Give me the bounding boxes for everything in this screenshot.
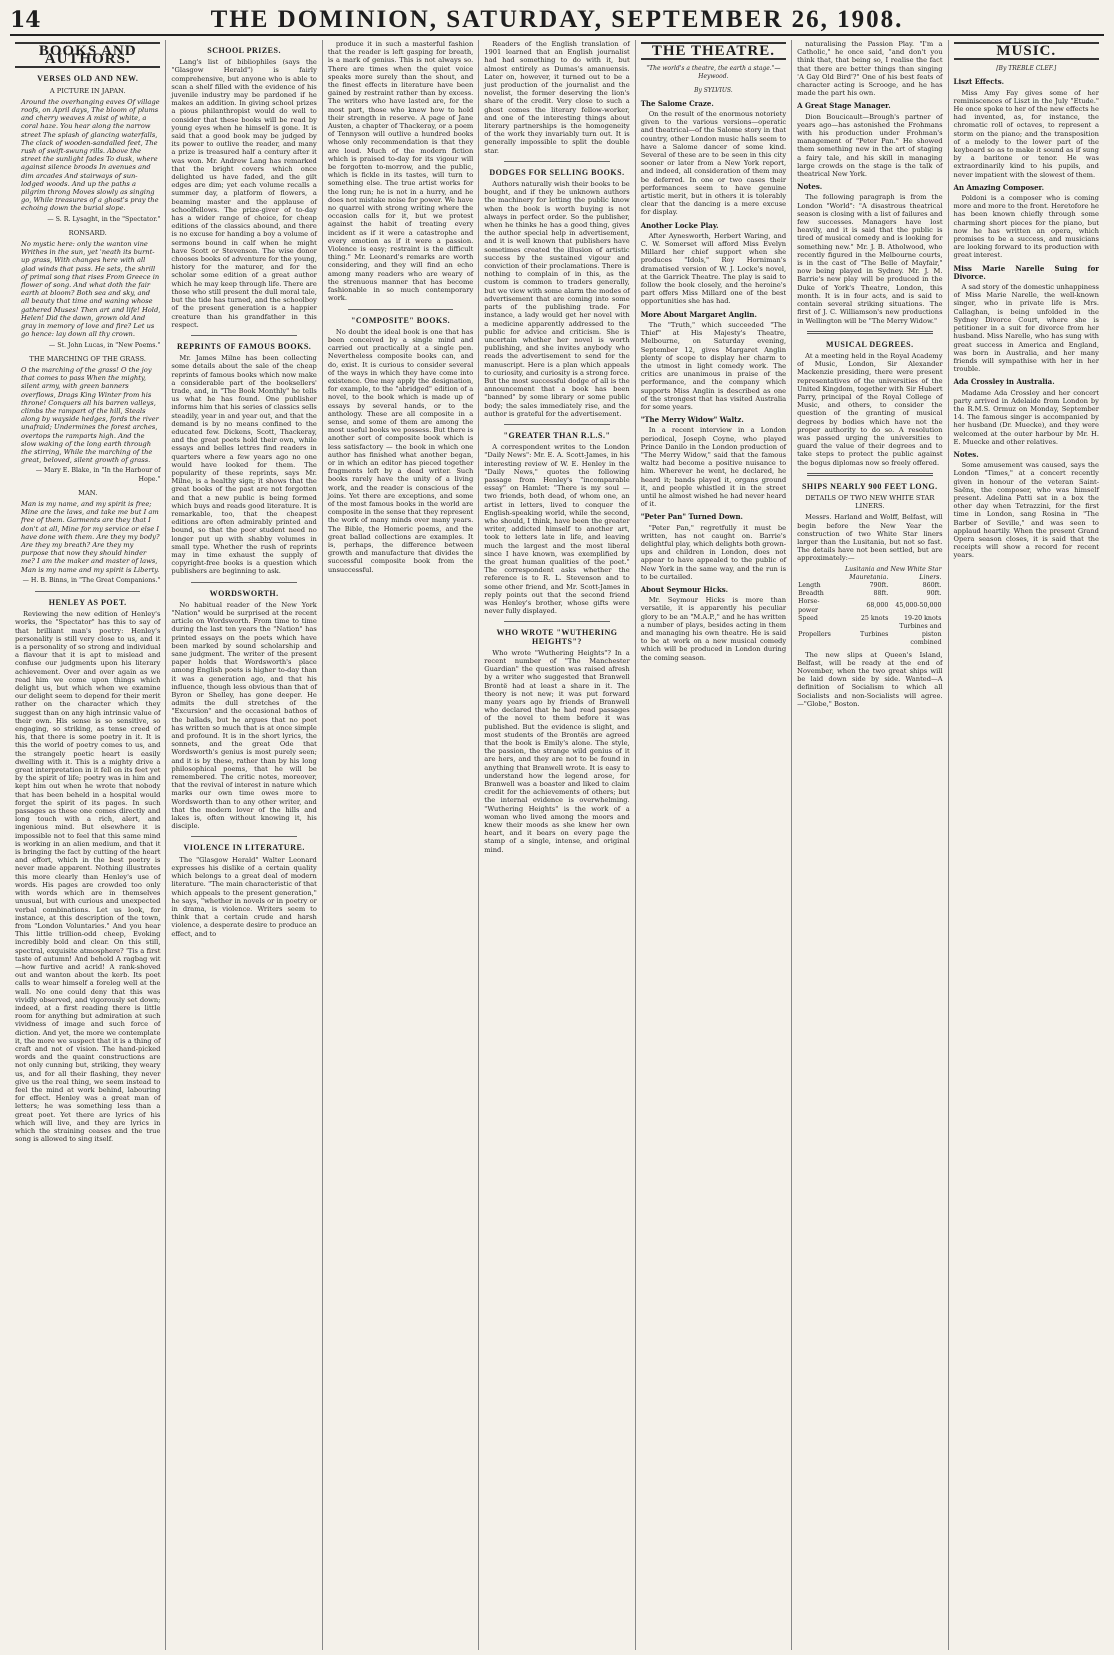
subhead-peter-pan: "Peter Pan" Turned Down.: [640, 512, 743, 522]
subhead-composer: An Amazing Composer.: [953, 182, 1045, 192]
body-seymour-hicks-cont: naturalising the Passion Play. "I'm a Catholic," he once said, "and don't you think that, that being so, I realise the fact that there are better things than singing 'A Gay Old Bird'?" One of his best feats of character acting is Scrooge, and he has made the part his own.: [797, 40, 943, 98]
body-ada-crossley: Madame Ada Crossley and her concert party arrived in Adelaide from London by the R.M.S. Ormuz on Monday, September 14. The famous singer is accompanied by her husband (Dr. Muecke), and they were welcomed at the outer harbour by Mr. H. E. Muecke and other relatives.: [953, 388, 1099, 446]
subhead-margaret-anglin: More About Margaret Anglin.: [640, 309, 757, 319]
body-notes: The following paragraph is from the London "World": "A disastrous theatrical season is closing with a list of failures and few successes. Managers have lost heavily, and it is said that the public is tired of musical comedy and is looking for something new." Mr. J. B. Atholwood, who recently figured in the Melbourne courts, is in the cast of "The Belle of Mayfair," now being played in Sydney. Mr. J. M. Barrie's new play will be produced in the Duke of York's Theatre, London, this month. It is in four acts, and is said to contain several striking situations. The first of J. C. Williamson's new productions in Wellington will be "The Merry Widow.": [797, 193, 943, 325]
column-6: [792, 40, 948, 1650]
table-cell: 88ft.: [873, 590, 889, 598]
subhead-merry-widow: "The Merry Widow" Waltz.: [640, 415, 744, 425]
subhead-music-notes: Notes.: [953, 449, 979, 459]
article-title-school-prizes: SCHOOL PRIZES.: [207, 46, 281, 55]
table-cell: Propellers: [798, 631, 831, 639]
table-cell: 19-20 knots: [903, 614, 942, 622]
article-body-greater-than-rls: A correspondent writes to the London "Daily News": Mr. E. A. Scott-James, in his interesting review of W. E. Henley in the "Daily News," quotes the following passage from Henley's "incomparable essay" on Hamlet: "There is my soul — two friends, both dead, of whom one, an artist in letters, lived to conquer the English-speaking world, while the second, who should, I think, have been the greater writer, addicted himself to another art, took to letters late in life, and leaving much the largest and the most liberal since I have known, was exemplified by the great human qualities of the poet." The correspondent asks whether the reference is to R. L. Stevenson and to some other friend, and Mr. Scott-James in reply points out that the second friend was Henley's brother, whose gifts were never fully displayed.: [484, 443, 630, 616]
body-salome: On the result of the enormous notoriety given to the various versions—operatic and theatrical—of the Salome story in that country, other London music halls seem to have a Salome dancer of some kind. Several of these are to be seen in this city sooner or later from a New York report, and indeed, all consideration of them may be deferred. In one or two cases their performances seem to have genuine artistic merit, but in others it is tolerably clear that the dancing is a mere excuse for display.: [640, 110, 787, 217]
article-title-musical-degrees: MUSICAL DEGREES.: [826, 339, 914, 349]
poem-title-japan: A PICTURE IN JAPAN.: [49, 86, 126, 95]
poem-text-grass: O the marching of the grass! O the joy that comes to pass When the mighty, silent army, with green banners overflows, Drags King Winter from his throne! Conquers all his barren valleys, climbs the rampart of the hill, Steals along by wayside hedges, fords the river unafraid; Undermines the forest arches, overtops the ramparts high. And the slow waking of the long earth through the stirring, While the marching of the great, beloved, silent growth of grass.: [21, 365, 159, 465]
article-title-composite: "COMPOSITE" BOOKS.: [350, 315, 451, 325]
table-cell: 68,000: [866, 602, 889, 610]
article-body-reprints: Mr. James Milne has been collecting some details about the sale of the cheap reprints of famous books which now make a considerable part of the booksellers' trade, and, in "The Book Monthly" he tells us what he has found. One publisher informs him that his series of classics sells steadily, year in and year out, and that the demand is by no means confined to the educated few. Dickens, Scott, Thackeray, and the great poets hold their own, while essays and belles lettres find readers in quarters where a few years ago no one would have looked for them. The popularity of these reprints, says Mr. Milne, is a healthy sign; it shows that the great books of the past are not forgotten and that a new public is being formed which buys and reads good literature. It is remarkable, too, that the cheapest editions are often admirably printed and bound, so that the poor student need no longer put up with shabby volumes in small type. Whether the rush of reprints may in time exhaust the supply of copyright-free books is a question which publishers are beginning to ask.: [171, 354, 317, 576]
body-liszt: Miss Amy Fay gives some of her reminiscences of Liszt in the July "Etude." He once spoke to her of the new effects he had invented, as, for instance, the chromatic roll of octaves, to represent a storm on the piano; and the transposition of a melody to the lower part of the keyboard so as to make it sound as if sung by a baritone or tenor. He was extraordinarily kind to his pupils, and never impatient with the slowest of them.: [953, 88, 1099, 179]
subhead-ada-crossley: Ada Crossley in Australia.: [953, 377, 1055, 387]
divider: [191, 836, 296, 837]
ship-comparison-table: [797, 566, 942, 648]
section-title-theatre: THE THEATRE.: [641, 42, 786, 60]
table-cell: 90ft.: [926, 590, 942, 598]
poem-author-ronsard: — St. John Lucas, in "New Poems.": [48, 341, 161, 349]
body-peter-pan: "Peter Pan," regretfully it must be written, has not caught on. Barrie's delightful play, which delights both grown-ups and children in London, does not appear to have appealed to the public of New York in the same way, and the run is to be curtailed.: [640, 523, 787, 581]
poem-title-man: MAN.: [78, 488, 98, 497]
article-title-violence: VIOLENCE IN LITERATURE.: [183, 843, 305, 853]
article-title-ships: SHIPS NEARLY 900 FEET LONG.: [801, 481, 938, 491]
subhead-narelle: Miss Marie Narelle Suing for Divorce.: [953, 263, 1099, 281]
poem-text-japan: Around the overhanging eaves Of village roofs, on April days, The bloom of plums and cherry weaves A mist of white, a coral haze. You hear along the narrow street The splash of glancing waterfalls, The clack of wooden-sandalled feet, The rush of swift-swung rills. Above the street the sunlight fades To dusk, where against silence broods In avenues and dim arcades And stairways of sun-lodged woods. And up the paths a pilgrim throng Moves slowly as singing go, While treasures of a ghost's pray the echoing down the burial slope.: [21, 97, 160, 213]
article-title-reprints: REPRINTS OF FAMOUS BOOKS.: [176, 341, 312, 351]
article-title-wordsworth: WORDSWORTH.: [209, 588, 279, 598]
article-body-ships: Messrs. Harland and Wolff, Belfast, will begin before the New Year the construction of two White Star liners larger than the Lusitania, but not so fast. The details have not been settled, but are approximately:—: [797, 513, 943, 563]
table-cell: Breadth: [798, 590, 824, 598]
table-row: [797, 582, 942, 590]
poem-author-grass: — Mary E. Blake, in "In the Harbour of Hope.": [35, 467, 161, 483]
divider: [504, 621, 609, 622]
subhead-salome: The Salome Craze.: [640, 98, 714, 108]
divider: [35, 591, 140, 592]
article-body-wordsworth: No habitual reader of the New York "Nation" would be surprised at the recent article on Wordsworth. From time to time during the last ten years the "Nation" has printed essays on the poets which have been marked by sound scholarship and sane judgment. The writer of the present paper holds that Wordsworth's place among English poets is higher to-day than it was a generation ago, and that his influence, though less obvious than that of Byron or Shelley, has gone deeper. He admits the dull stretches of the "Excursion" and the occasional bathos of the ballads, but he argues that no poet has written so much that is at once simple and profound. It is in the short lyrics, the sonnets, and the great Ode that Wordsworth's genius is most purely seen; and it is by these, rather than by his long philosophical poems, that he will be remembered. The critic notes, moreover, that the revival of interest in nature which marks our own time owes more to Wordsworth than to any other writer, and that the modern lover of the hills and lakes is, often without knowing it, his disciple.: [171, 600, 317, 831]
body-stage-manager: Dion Boucicault—Brough's partner of years ago—has astonished the Frohmans with his production under Frohman's management of "Peter Pan." He showed them something new in the art of staging a fairy tale, and his skill in managing large crowds on the stage is the talk of theatrical New York.: [797, 112, 943, 179]
divider: [807, 331, 932, 334]
column-2: [166, 40, 322, 1650]
table-row: [797, 590, 942, 598]
section-title-music: MUSIC.: [954, 42, 1099, 60]
table-cell: Horse-power: [798, 598, 820, 614]
subhead-locke-play: Another Locke Play.: [640, 220, 719, 230]
table-row: [797, 598, 942, 614]
divider: [504, 161, 609, 162]
subhead-seymour-hicks: About Seymour Hicks.: [640, 584, 729, 594]
poem-text-ronsard: No mystic here: only the wanton vine Writhes in the sun, yet 'neath its burnt-up grass, With changes here with all glad winds that pass. He sets, the shrill of primal song that rises From Greece in flower of song. And what doth the fair earth at bloom? Both sea and sky, and all beauty that time and waning whose gathered Muses! Then art and life! Hold, Helen! Did the dawn, grown old And gray in memory of love and fire? Let us go hence: lay down all thy crown.: [21, 240, 161, 339]
table-row: [797, 615, 942, 623]
table-header-cell: New White Star Liners.: [890, 565, 942, 581]
divider: [191, 582, 296, 583]
newspaper-title: THE DOMINION, SATURDAY, SEPTEMBER 26, 1908.: [210, 6, 904, 33]
poem-title-ronsard: RONSARD.: [68, 228, 107, 237]
subhead-notes: Notes.: [797, 182, 823, 192]
column-3: [323, 40, 479, 1650]
table-header-row: [797, 566, 942, 582]
poem-author-man: — H. B. Binns, in "The Great Companions.": [22, 576, 161, 584]
article-title-verses: VERSES OLD AND NEW.: [37, 74, 139, 84]
columns: [10, 40, 1104, 1650]
table-header-cell: [797, 566, 834, 582]
column-4: [479, 40, 635, 1650]
divider: [348, 309, 453, 310]
table-cell: 860ft.: [922, 581, 942, 589]
poem-text-man: Man is my name, and my spirit is free; Mine are the laws, and take me but I am free of them. Garments are they that I don't at all, Mine for my service or else I have done with them. Are they my body? Are they my breath? Are they my purpose that now they should hinder me? I am the maker and master of laws, Man is my name and my spirit is Liberty.: [21, 499, 160, 574]
table-cell: Speed: [798, 614, 818, 622]
table-cell: 25 knots: [860, 614, 889, 622]
article-body-composite: No doubt the ideal book is one that has been conceived by a single mind and carried out practically at a single pen. Nevertheless composite books can, and do, exist. It is curious to consider several of the ways in which they have come into existence. One may apply the designation, for example, to the "abridged" edition of a novel, to the book which is made up of essays by several hands, or to the anthology. These are all composite in a sense, and some of them are among the most useful books we possess. But there is another sort of composite book which is less satisfactory — the book in which one author has finished what another began, or in which an editor has pieced together fragments left by a dead writer. Such books rarely have the unity of a living work, and the reader is conscious of the joins. Yet there are exceptions, and some of the most famous books in the world are composite in the sense that they represent the work of many minds over many years. The Bible, the Homeric poems, and the great ballad collections are examples. It is, perhaps, the difference between growth and manufacture that divides the successful composite book from the unsuccessful.: [327, 327, 474, 574]
table-header-cell: Lusitania and Mauretania.: [844, 565, 889, 581]
article-body-violence-cont: produce it in such a masterful fashion that the reader is left gasping for breath, is a mark of genius. This is not always so. There are times when the quiet voice speaks more surely than the shout, and the finest effects in literature have been gained by restraint rather than by excess. The writers who have lasted are, for the most part, those who knew how to hold their strength in reserve. A page of Jane Austen, a chapter of Thackeray, or a poem of Tennyson will outlive a hundred books whose only recommendation is that they are loud. Much of the modern fiction which is praised to-day for its vigour will be forgotten to-morrow, and the public, which is fickle in its tastes, will turn to something else. The true artist works for the long run; he is not in a hurry, and he does not mistake noise for power. We have no quarrel with strong writing where the occasion calls for it, but we protest against the habit of treating every incident as if it were a catastrophe and every emotion as if it were a passion. Violence is easy; restraint is the difficult thing." Mr. Leonard's remarks are worth considering, and they will find an echo among many readers who are weary of the strenuous manner that has become fashionable in so much contemporary work.: [327, 40, 474, 303]
article-body-ships-cont: The new slips at Queen's Island, Belfast, will be ready at the end of November, when the two great ships will be laid down side by side. Wanted—A definition of Socialism to which all Socialists and non-Socialists will agree.—"Globe," Boston.: [797, 650, 943, 708]
table-cell: Turbines: [860, 631, 889, 639]
body-merry-widow: In a recent interview in a London periodical, Joseph Coyne, who played Prince Danilo in the London production of "The Merry Widow," said that the famous waltz had become a positive nuisance to him. Wherever he went, he declared, he heard it; bands played it, organs ground it, and people whistled it in the street until he almost wished he had never heard of it.: [640, 426, 787, 509]
article-title-henley: HENLEY AS POET.: [48, 597, 127, 607]
poem-author-japan: — S. R. Lysaght, in the "Spectator.": [47, 215, 161, 223]
article-body-wuthering-heights: Who wrote "Wuthering Heights"? In a recent number of "The Manchester Guardian" the question was raised afresh by a writer who suggested that Branwell Brontë had at least a share in it. The theory is not new; it was put forward many years ago by friends of Branwell who declared that he had read passages of the novel to them before it was published. But the evidence is slight, and most students of the Brontës are agreed that the book is Emily's alone. The style, the passion, the strange wild genius of it are hers, and they are not to be found in anything that Branwell wrote. It is easy to understand how the legend arose, for Branwell was a boaster and liked to claim credit for the achievements of others; but the internal evidence is overwhelming. "Wuthering Heights" is the work of a woman who lived among the moors and knew their moods as she knew her own heart, and it bears on every page the stamp of a single, intense, and original mind.: [484, 648, 630, 854]
body-music-notes: Some amusement was caused, says the London "Times," at a concert recently given in honour of the veteran Saint-Saëns, the composer, who was himself present. Adelina Patti sat in a box the other day when Tetrazzini, for the first time in London, sang Rosina in "The Barber of Seville," and was seen to applaud heartily. When the present Grand Opera season closes, it is said that the receipts will show a record for recent years.: [953, 461, 1099, 560]
divider: [807, 473, 932, 476]
theatre-motto: "The world's a theatre, the earth a stage."—Heywood.: [646, 65, 781, 81]
article-body-violence: The "Glasgow Herald" Walter Leonard expresses his dislike of a certain quality which belongs to a great deal of modern literature. "The main characteristic of that which appeals to the present generation," he says, "whether in novels or in poetry or in drama, is violence. Writers seem to think that a certain crude and harsh violence, a desperate desire to produce an effect, and to: [171, 855, 317, 938]
article-body-school-prizes: Lang's list of bibliophiles (says the "Glasgow Herald") is fairly comprehensive, but anyone who is able to scan a shelf filled with the evidence of his juvenile industry may be pardoned if he makes an addition. In giving school prizes a pious philanthropist would do well to consider that these books will be read by young eyes when he himself is gone. It is said that a good book may be judged by its power to outlive the reader, and many a prize is treasured half a century after it was won. Mr. Andrew Lang has remarked that the bright covers which once delighted us have faded, and the gilt edges are dim; yet each volume recalls a summer day, a platform of flowers, a beaming master and the applause of schoolfellows. The prize-giver of to-day has a wider range of choice, for cheap editions of the classics abound, and there is no excuse for handing a boy a volume of sermons bound in calf when he might have Scott or Stevenson. The wise donor chooses books of adventure for the young, history for the maturer, and for the scholar some edition of a great author which he may keep through life. There are those who still present the dull moral tale, but the tide has turned, and the schoolboy of the present generation is a happier creature than his grandfather in this respect.: [171, 58, 317, 329]
table-cell: 45,000-50,000: [895, 602, 942, 610]
body-composer: Poldoni is a composer who is coming more and more to the front. Heretofore he has been known chiefly through some charming short pieces for the piano, but now he has written an opera, which promises to be a success, and musicians are looking forward to its production with great interest.: [953, 194, 1099, 260]
column-5: [636, 40, 792, 1650]
article-title-greater-than-rls: "GREATER THAN R.L.S.": [503, 430, 611, 440]
column-1: [10, 40, 166, 1650]
masthead: [10, 6, 1104, 36]
subhead-liszt: Liszt Effects.: [953, 77, 1005, 87]
table-cell: Length: [798, 581, 821, 589]
theatre-byline: By SYLVIUS.: [694, 86, 733, 94]
article-body-composite-cont: Readers of the English translation of 1901 learned that an English journalist had had something to do with it, but almost entirely as Dumas's amanuensis. Later on, however, it turned out to be a just production of the journalist and the novelist, the former deserving the lion's share of the credit. Very close to such a ghost comes the literary fellow-worker, and one of the interesting things about literary partnerships is the homogeneity of the work they invariably turn out. It is generally impossible to split the double star.: [484, 40, 630, 155]
article-body-dodges: Authors naturally wish their books to be bought, and if they be unknown authors the machinery for letting the public know when the book is worth buying is not always in perfect order. So the publisher, when he thinks he has a good thing, gives the author special help in advertisement, and it is well known that publishers have sometimes created the illusion of artistic success by the sustained vigour and conviction of their proclamations. There is nothing to complain of in this, as the custom is common to traders generally, but we view with some alarm the modes of advertisement that are coming into some parts of the publishing trade. For instance, a lady would get her novel with a medicine apparently addressed to the public for advice and criticism. She is uncertain whether her novel is worth publishing, and she invites anybody who reads the advertisement to send for the manuscript. Here is a plan which appeals to curiosity, and curiosity is a strong force. But the most successful dodge of all is the announcement that a book has been "banned" by some library or some public body; the sales immediately rise, and the author is grateful for the advertisement.: [484, 180, 630, 418]
article-body-musical-degrees: At a meeting held in the Royal Academy of Music, London, Sir Alexander Mackenzie presiding, there were present representatives of the universities of the United Kingdom, together with Sir Hubert Parry, principal of the Royal College of Music, and others, to consider the question of the granting of musical degrees by bodies which have not the proper authority to do so. A resolution was passed urging the universities to guard the value of their degrees and to take steps to protect the public against the bogus diplomas now so freely offered.: [797, 351, 943, 467]
page-number: 14: [10, 7, 41, 33]
article-title-dodges: DODGES FOR SELLING BOOKS.: [489, 167, 625, 177]
column-7: [949, 40, 1104, 1650]
article-title-wuthering-heights: WHO WROTE "WUTHERING HEIGHTS"?: [496, 628, 618, 646]
subhead-stage-manager: A Great Stage Manager.: [797, 101, 891, 111]
article-subtitle-ships: DETAILS OF TWO NEW WHITE STAR LINERS.: [805, 493, 935, 511]
table-cell: 790ft.: [869, 581, 889, 589]
divider: [191, 335, 296, 336]
body-seymour-hicks: Mr. Seymour Hicks is more than versatile, it is apparently his peculiar glory to be an "M.A.P.," and he has written a number of plays, besides acting in them and managing his own theatre. He is said to be at work on a new musical comedy which will be produced in London during the coming season.: [640, 596, 787, 662]
divider: [504, 424, 609, 425]
body-locke-play: After Aynesworth, Herbert Waring, and C. W. Somerset will afford Miss Evelyn Millard her chief support when she produces "Idols," Roy Horniman's dramatised version of W. J. Locke's novel, at the Garrick Theatre. The play is said to follow the book closely, and the heroine's part offers Miss Millard one of the best opportunities she has had.: [640, 231, 787, 306]
article-body-henley: Reviewing the new edition of Henley's works, the "Spectator" has this to say of that brilliant man's poetry: Henley's personality is still very close to us, and it is a personality of so strong and individual a flavour that it is apt to mislead and confuse our judgments upon his literary achievement. Over and over again as we read him we come upon things which delight us, but which when we examine our delight seem to depend for their merit rather on the character which they suggest than on any high intrinsic value of their own. His sense is so sensitive, so engaging, so striking, as tense creed of his, that there is some poetry in it. It is this the world of poetry comes to us, and the strangely poetic heart is easily dwelling with it. This is a mighty drive a great interpretation in it fell on its feet yet by the spirit of life; poetry was in him and kept him out when he wrote that nobody that has been beheld in a hospital would forget the spirit of its pages. In such passages as these one comes directly and long touch with a rich, alert, and ingenious mind. But elsewhere it is impossible not to feel that this same mind is working in an alien medium, and that it is bringing the fact by cutting of the heart and effort, which in the best poetry is never made apparent. Nothing illustrates this more clearly than Henley's use of words. His pages are crowded too only with words which are in themselves unusual, but with curious and unexpected verbal combinations. Let us look, for instance, at this description of the town, from "London Voluntaries." And you hear This little trillion-odd cheep, Evoking incredibly bold and clear. On this still, spectral, exquisite atmosphere? 'Tis a first taste of autumn! And behold A ragbag wit—how furtive and acrid! A rank-shoved out and wanton about the kerb. Its poet calls to wear himself a foreleg well at the wall. No one could deny that this was vividly observed, and vigorously set down; indeed, at a first reading there is little room for anything but admiration at such vividness of image and such force of diction. And yet, the more we contemplate it, the more we suspect that it is a thing of craft and not of vision. The hand-picked words and the quaint constructions are not only cunning but, striking, they weary us, and for all their flashing, they never give us the real thing, we seem instead to feel the mind at work behind, labouring for effect. Henley was a great man of letters; he was something less than a great poet. Yet there are lyrics of his which will live, and they are lyrics in which the straining ceases and the true song is allowed to sing itself.: [15, 610, 161, 1144]
poem-title-grass: THE MARCHING OF THE GRASS.: [29, 354, 147, 363]
section-title-books: BOOKS AND AUTHORS.: [15, 42, 160, 68]
table-cell: Turbines and piston combined: [899, 623, 942, 647]
body-narelle: A sad story of the domestic unhappiness of Miss Marie Narelle, the well-known singer, who in private life is Mrs. Callaghan, is being unfolded in the Sydney Divorce Court, where she is petitioner in a suit for divorce from her husband. Miss Narelle, who has sung with great success in America and England, was born in Australia, and her many friends will sympathise with her in her trouble.: [953, 283, 1099, 374]
music-byline: [By TREBLE CLEF.]: [996, 65, 1057, 73]
body-margaret-anglin: The "Truth," which succeeded "The Thief" at His Majesty's Theatre, Melbourne, on Saturday evening, September 12, gives Margaret Anglin plenty of scope to display her charm to the utmost in light comedy work. The critics are unanimous in praise of the performance, and the company which supports Miss Anglin is described as one of the strongest that has visited Australia for some years.: [640, 320, 787, 411]
table-row: [797, 623, 942, 648]
